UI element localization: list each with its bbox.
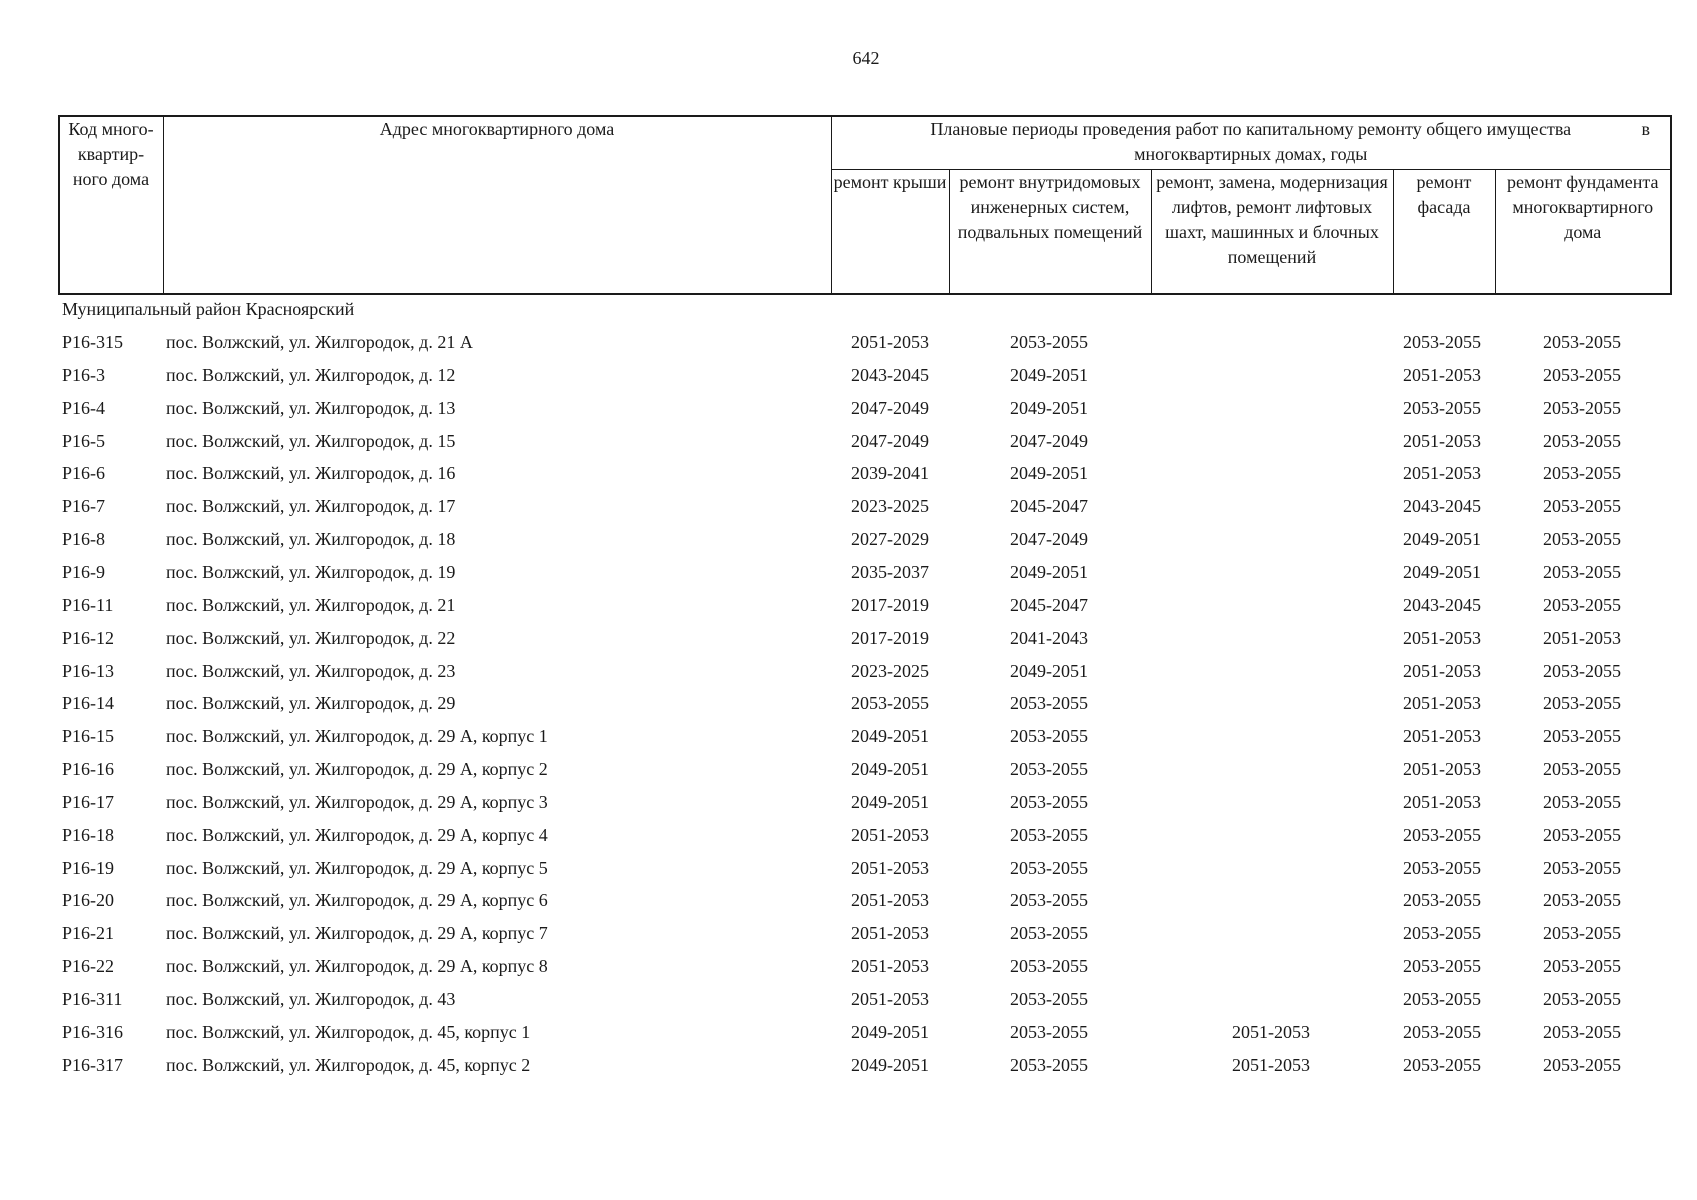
header-foundation: [1495, 169, 1671, 294]
district-heading: Муниципальный район Красноярский: [62, 299, 355, 319]
row-roof-period: 2035-2037: [851, 562, 929, 582]
header-address-label: Адрес многоквартирного дома: [379, 119, 615, 139]
row-engineering-period: 2049-2051: [1010, 562, 1088, 582]
table-row: [0, 593, 1697, 626]
row-code: Р16-15: [62, 726, 115, 746]
row-engineering-period: 2041-2043: [1010, 628, 1088, 648]
row-code: Р16-22: [62, 956, 115, 976]
row-address: пос. Волжский, ул. Жилгородок, д. 21: [166, 595, 456, 615]
row-roof-period: 2027-2029: [851, 529, 929, 549]
table-row: [0, 1053, 1697, 1086]
row-address: пос. Волжский, ул. Жилгородок, д. 29 А, корпус 5: [166, 858, 548, 878]
row-engineering-period: 2049-2051: [1010, 463, 1088, 483]
row-foundation-period: 2053-2055: [1543, 661, 1621, 681]
row-foundation-period: 2053-2055: [1543, 858, 1621, 878]
table-row: [0, 856, 1697, 889]
table-row: [0, 724, 1697, 757]
row-roof-period: 2043-2045: [851, 365, 929, 385]
header-periods-title-v: в: [1641, 119, 1650, 139]
row-address: пос. Волжский, ул. Жилгородок, д. 45, корпус 2: [166, 1055, 531, 1075]
row-address: пос. Волжский, ул. Жилгородок, д. 29: [166, 693, 456, 713]
row-code: Р16-311: [62, 989, 123, 1009]
row-foundation-period: 2053-2055: [1543, 463, 1621, 483]
header-code-column: [59, 116, 163, 294]
row-code: Р16-7: [62, 496, 106, 516]
table-row: [0, 494, 1697, 527]
row-facade-period: 2051-2053: [1403, 726, 1481, 746]
row-engineering-period: 2049-2051: [1010, 398, 1088, 418]
row-engineering-period: 2053-2055: [1010, 332, 1088, 352]
row-roof-period: 2017-2019: [851, 595, 929, 615]
row-address: пос. Волжский, ул. Жилгородок, д. 13: [166, 398, 456, 418]
row-foundation-period: 2051-2053: [1543, 628, 1621, 648]
row-facade-period: 2051-2053: [1403, 628, 1481, 648]
header-periods-title: Плановые периоды проведения работ по капитальному ремонту общего имущества: [930, 119, 1572, 139]
row-foundation-period: 2053-2055: [1543, 496, 1621, 516]
header-lifts: [1151, 169, 1393, 294]
row-engineering-period: 2045-2047: [1010, 595, 1088, 615]
row-foundation-period: 2053-2055: [1543, 562, 1621, 582]
row-code: Р16-19: [62, 858, 115, 878]
table-row: [0, 987, 1697, 1020]
row-roof-period: 2023-2025: [851, 661, 929, 681]
row-engineering-period: 2047-2049: [1010, 431, 1088, 451]
row-roof-period: 2051-2053: [851, 956, 929, 976]
row-roof-period: 2039-2041: [851, 463, 929, 483]
table-row: [0, 757, 1697, 790]
row-roof-period: 2017-2019: [851, 628, 929, 648]
table-row: [0, 823, 1697, 856]
row-foundation-period: 2053-2055: [1543, 989, 1621, 1009]
row-roof-period: 2051-2053: [851, 989, 929, 1009]
row-foundation-period: 2053-2055: [1543, 431, 1621, 451]
row-address: пос. Волжский, ул. Жилгородок, д. 29 А, корпус 8: [166, 956, 548, 976]
row-code: Р16-5: [62, 431, 106, 451]
header-periods-title-line2: многоквартирных домах, годы: [1134, 144, 1368, 164]
row-code: Р16-8: [62, 529, 106, 549]
row-roof-period: 2047-2049: [851, 431, 929, 451]
row-facade-period: 2051-2053: [1403, 431, 1481, 451]
row-roof-period: 2049-2051: [851, 792, 929, 812]
row-facade-period: 2053-2055: [1403, 332, 1481, 352]
header-lifts-label: ремонт, замена, модернизация лифтов, ремонт лифтовых шахт, машинных и блочных помещений: [1156, 171, 1388, 267]
page-number: 642: [852, 48, 880, 68]
row-foundation-period: 2053-2055: [1543, 365, 1621, 385]
row-address: пос. Волжский, ул. Жилгородок, д. 29 А, корпус 6: [166, 890, 548, 910]
row-engineering-period: 2049-2051: [1010, 365, 1088, 385]
row-foundation-period: 2053-2055: [1543, 332, 1621, 352]
table-row: [0, 396, 1697, 429]
row-foundation-period: 2053-2055: [1543, 825, 1621, 845]
table-row: [0, 954, 1697, 987]
table-row: [0, 330, 1697, 363]
table-row: [0, 790, 1697, 823]
row-foundation-period: 2053-2055: [1543, 1055, 1621, 1075]
row-facade-period: 2051-2053: [1403, 365, 1481, 385]
row-code: Р16-316: [62, 1022, 124, 1042]
row-code: Р16-9: [62, 562, 106, 582]
row-address: пос. Волжский, ул. Жилгородок, д. 45, корпус 1: [166, 1022, 531, 1042]
row-address: пос. Волжский, ул. Жилгородок, д. 43: [166, 989, 456, 1009]
header-address-column: [163, 116, 831, 294]
row-engineering-period: 2053-2055: [1010, 956, 1088, 976]
row-engineering-period: 2053-2055: [1010, 1022, 1088, 1042]
row-facade-period: 2051-2053: [1403, 661, 1481, 681]
row-address: пос. Волжский, ул. Жилгородок, д. 17: [166, 496, 456, 516]
row-engineering-period: 2053-2055: [1010, 1055, 1088, 1075]
row-engineering-period: 2047-2049: [1010, 529, 1088, 549]
row-foundation-period: 2053-2055: [1543, 890, 1621, 910]
table-row: [0, 691, 1697, 724]
row-code: Р16-315: [62, 332, 124, 352]
table-row: [0, 888, 1697, 921]
table-row: [0, 921, 1697, 954]
row-engineering-period: 2053-2055: [1010, 890, 1088, 910]
row-engineering-period: 2049-2051: [1010, 661, 1088, 681]
row-lift-period: 2051-2053: [1232, 1055, 1310, 1075]
table-row: [0, 429, 1697, 462]
row-address: пос. Волжский, ул. Жилгородок, д. 16: [166, 463, 456, 483]
row-facade-period: 2053-2055: [1403, 398, 1481, 418]
row-address: пос. Волжский, ул. Жилгородок, д. 15: [166, 431, 456, 451]
row-code: Р16-17: [62, 792, 115, 812]
row-foundation-period: 2053-2055: [1543, 529, 1621, 549]
row-facade-period: 2043-2045: [1403, 595, 1481, 615]
row-facade-period: 2053-2055: [1403, 1022, 1481, 1042]
row-roof-period: 2049-2051: [851, 1055, 929, 1075]
row-code: Р16-18: [62, 825, 115, 845]
table-row: [0, 363, 1697, 396]
row-engineering-period: 2053-2055: [1010, 726, 1088, 746]
row-roof-period: 2051-2053: [851, 825, 929, 845]
row-roof-period: 2047-2049: [851, 398, 929, 418]
table-header: [58, 115, 1672, 295]
row-address: пос. Волжский, ул. Жилгородок, д. 22: [166, 628, 456, 648]
row-code: Р16-11: [62, 595, 114, 615]
row-code: Р16-6: [62, 463, 106, 483]
row-roof-period: 2051-2053: [851, 923, 929, 943]
row-facade-period: 2053-2055: [1403, 989, 1481, 1009]
row-roof-period: 2053-2055: [851, 693, 929, 713]
row-address: пос. Волжский, ул. Жилгородок, д. 18: [166, 529, 456, 549]
row-foundation-period: 2053-2055: [1543, 595, 1621, 615]
header-facade: [1393, 169, 1495, 294]
row-engineering-period: 2053-2055: [1010, 923, 1088, 943]
row-address: пос. Волжский, ул. Жилгородок, д. 29 А, корпус 4: [166, 825, 548, 845]
row-facade-period: 2053-2055: [1403, 956, 1481, 976]
row-facade-period: 2049-2051: [1403, 562, 1481, 582]
row-facade-period: 2053-2055: [1403, 1055, 1481, 1075]
row-facade-period: 2051-2053: [1403, 792, 1481, 812]
row-foundation-period: 2053-2055: [1543, 726, 1621, 746]
row-foundation-period: 2053-2055: [1543, 792, 1621, 812]
row-address: пос. Волжский, ул. Жилгородок, д. 29 А, корпус 7: [166, 923, 548, 943]
row-address: пос. Волжский, ул. Жилгородок, д. 12: [166, 365, 456, 385]
table-row: [0, 626, 1697, 659]
row-facade-period: 2043-2045: [1403, 496, 1481, 516]
row-code: Р16-16: [62, 759, 115, 779]
row-code: Р16-4: [62, 398, 106, 418]
table-row: [0, 1020, 1697, 1053]
row-foundation-period: 2053-2055: [1543, 693, 1621, 713]
row-facade-period: 2051-2053: [1403, 759, 1481, 779]
row-roof-period: 2023-2025: [851, 496, 929, 516]
table-row: [0, 527, 1697, 560]
row-address: пос. Волжский, ул. Жилгородок, д. 19: [166, 562, 456, 582]
table-row: [0, 659, 1697, 692]
row-roof-period: 2051-2053: [851, 890, 929, 910]
table-row: [0, 461, 1697, 494]
row-facade-period: 2053-2055: [1403, 923, 1481, 943]
header-foundation-label: ремонт фундамента многоквартирного дома: [1507, 171, 1659, 242]
row-address: пос. Волжский, ул. Жилгородок, д. 29 А, корпус 3: [166, 792, 548, 812]
row-roof-period: 2051-2053: [851, 332, 929, 352]
header-code-label: Код много-квартир-ного дома: [68, 119, 154, 189]
row-code: Р16-13: [62, 661, 115, 681]
row-foundation-period: 2053-2055: [1543, 956, 1621, 976]
row-engineering-period: 2053-2055: [1010, 693, 1088, 713]
header-periods: [831, 116, 1671, 169]
header-roof-label: ремонт крыши: [833, 171, 947, 192]
row-engineering-period: 2053-2055: [1010, 759, 1088, 779]
row-facade-period: 2051-2053: [1403, 693, 1481, 713]
row-facade-period: 2049-2051: [1403, 529, 1481, 549]
row-roof-period: 2051-2053: [851, 858, 929, 878]
header-engineering: [949, 169, 1151, 294]
row-roof-period: 2049-2051: [851, 1022, 929, 1042]
row-facade-period: 2051-2053: [1403, 463, 1481, 483]
row-code: Р16-21: [62, 923, 115, 943]
row-address: пос. Волжский, ул. Жилгородок, д. 29 А, корпус 2: [166, 759, 548, 779]
row-address: пос. Волжский, ул. Жилгородок, д. 21 А: [166, 332, 473, 352]
row-roof-period: 2049-2051: [851, 759, 929, 779]
row-facade-period: 2053-2055: [1403, 890, 1481, 910]
header-facade-label: ремонт фасада: [1416, 171, 1472, 217]
row-foundation-period: 2053-2055: [1543, 759, 1621, 779]
row-roof-period: 2049-2051: [851, 726, 929, 746]
row-foundation-period: 2053-2055: [1543, 1022, 1621, 1042]
row-address: пос. Волжский, ул. Жилгородок, д. 23: [166, 661, 456, 681]
row-engineering-period: 2045-2047: [1010, 496, 1088, 516]
row-address: пос. Волжский, ул. Жилгородок, д. 29 А, корпус 1: [166, 726, 548, 746]
row-lift-period: 2051-2053: [1232, 1022, 1310, 1042]
header-engineering-label: ремонт внутридомовых инженерных систем, подвальных помещений: [957, 171, 1143, 242]
table-row: [0, 560, 1697, 593]
row-foundation-period: 2053-2055: [1543, 923, 1621, 943]
row-code: Р16-12: [62, 628, 115, 648]
row-facade-period: 2053-2055: [1403, 825, 1481, 845]
row-code: Р16-14: [62, 693, 115, 713]
row-code: Р16-317: [62, 1055, 124, 1075]
row-foundation-period: 2053-2055: [1543, 398, 1621, 418]
row-code: Р16-20: [62, 890, 115, 910]
row-code: Р16-3: [62, 365, 106, 385]
row-engineering-period: 2053-2055: [1010, 792, 1088, 812]
row-engineering-period: 2053-2055: [1010, 989, 1088, 1009]
header-roof: [831, 169, 949, 294]
row-engineering-period: 2053-2055: [1010, 858, 1088, 878]
row-engineering-period: 2053-2055: [1010, 825, 1088, 845]
row-facade-period: 2053-2055: [1403, 858, 1481, 878]
